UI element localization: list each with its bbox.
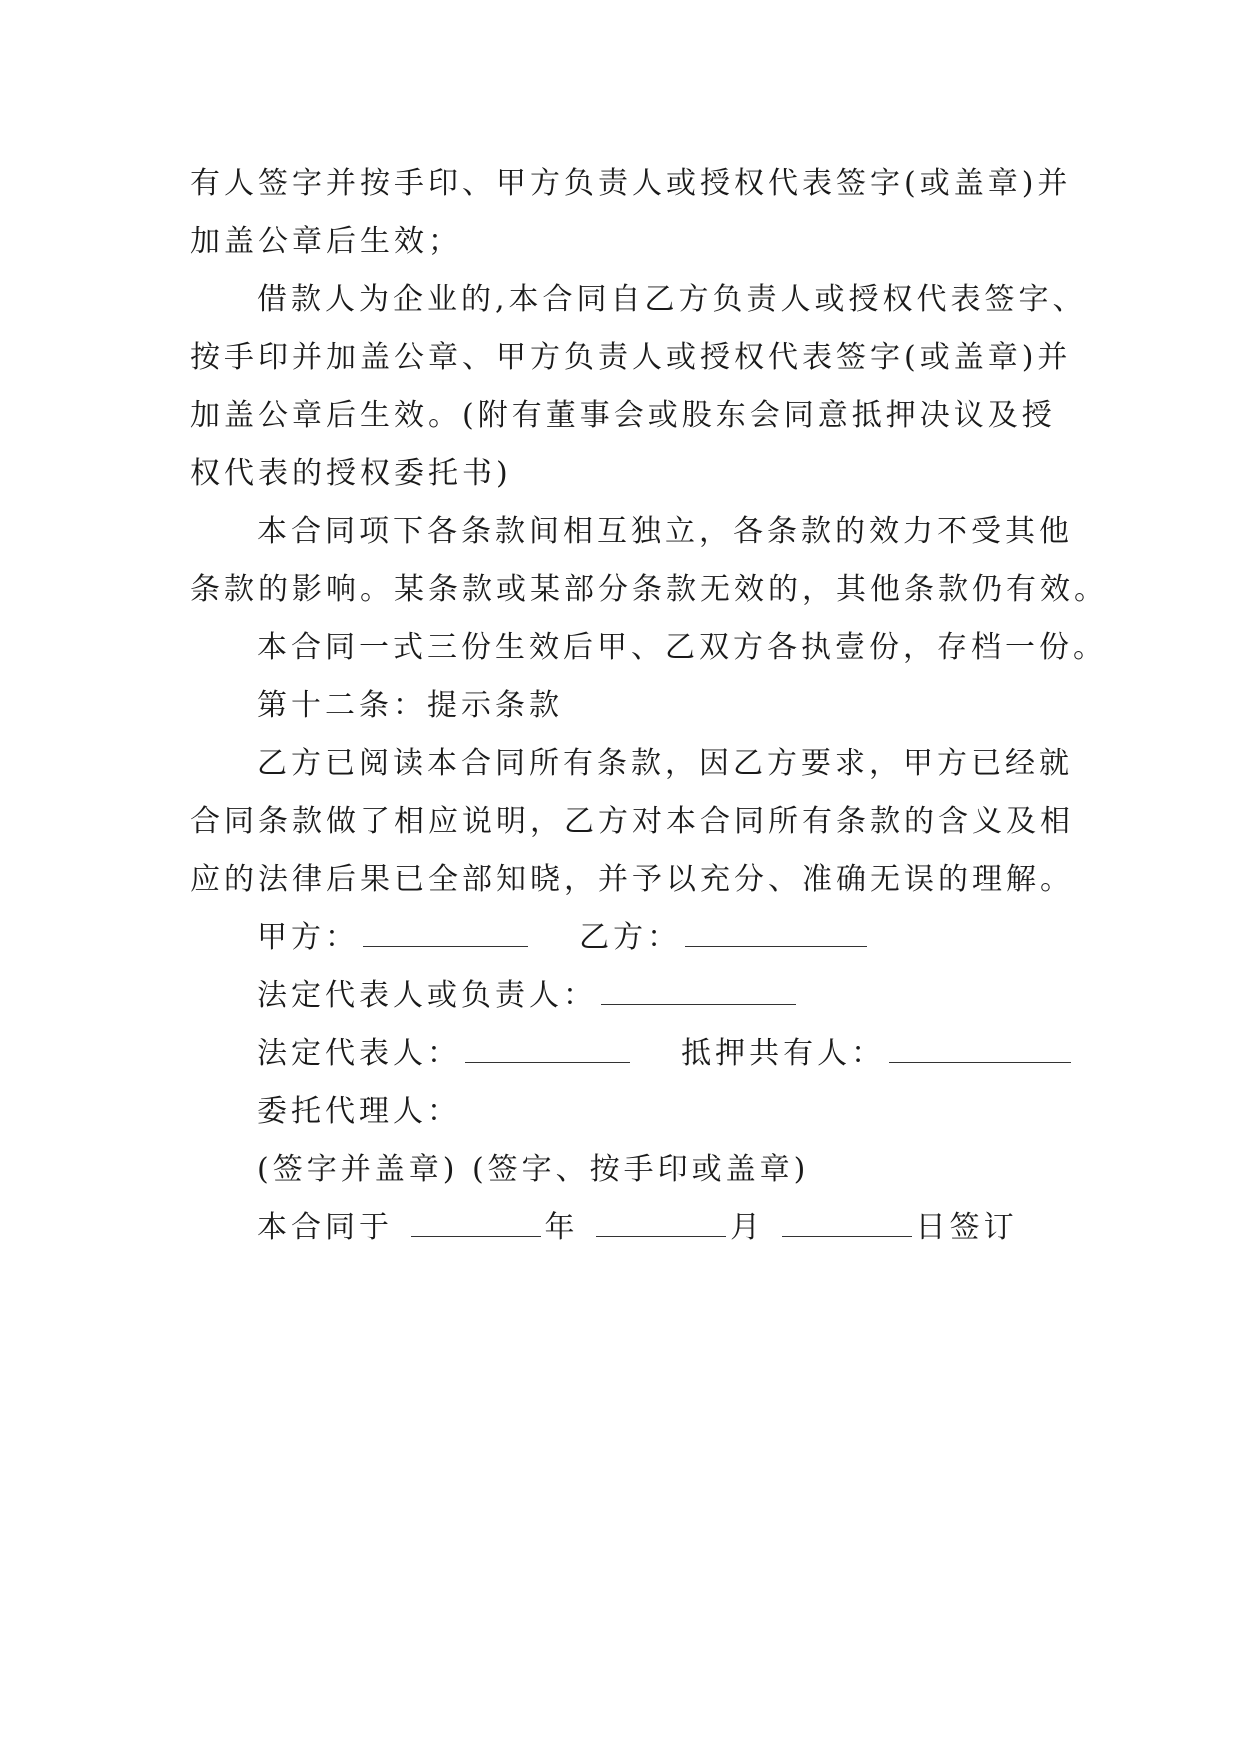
- body-line: 权代表的授权委托书): [190, 456, 512, 491]
- body-line: 借款人为企业的,本合同自乙方负责人或授权代表签字、: [257, 282, 1087, 317]
- day-field[interactable]: [782, 1210, 912, 1237]
- legal-or-responsible-field[interactable]: [601, 978, 796, 1005]
- month-label: 月: [730, 1210, 765, 1245]
- agent-row: [257, 1093, 461, 1131]
- party-a-field[interactable]: [363, 920, 528, 947]
- party-a-label: 甲方：: [257, 920, 359, 955]
- day-label: 日签订: [915, 1210, 1018, 1245]
- body-line: 应的法律后果已全部知晓，并予以充分、准确无误的理解。: [190, 862, 1074, 897]
- body-line: 本合同一式三份生效后甲、乙双方各执壹份，存档一份。: [257, 630, 1107, 665]
- month-field[interactable]: [596, 1210, 726, 1237]
- party-signature-row: [257, 919, 871, 957]
- seal-a-text: (签字并盖章): [257, 1152, 459, 1187]
- co-owner-label: 抵押共有人：: [681, 1036, 886, 1071]
- date-row: [257, 1209, 1018, 1247]
- body-line: 加盖公章后生效。(附有董事会或股东会同意抵押决议及授: [190, 398, 1056, 433]
- year-field[interactable]: [411, 1210, 541, 1237]
- body-line: 加盖公章后生效；: [190, 224, 462, 259]
- body-line: 合同条款做了相应说明，乙方对本合同所有条款的含义及相: [190, 804, 1074, 839]
- legal-rep-field[interactable]: [465, 1036, 630, 1063]
- date-prefix: 本合同于: [257, 1210, 393, 1245]
- legal-or-responsible-row: [257, 977, 800, 1015]
- party-b-field[interactable]: [685, 920, 867, 947]
- body-line: 乙方已阅读本合同所有条款，因乙方要求，甲方已经就: [257, 746, 1073, 781]
- party-b-label: 乙方：: [579, 920, 682, 955]
- seal-row: [257, 1151, 809, 1189]
- year-label: 年: [544, 1210, 579, 1245]
- body-line: 本合同项下各条款间相互独立，各条款的效力不受其他: [257, 514, 1073, 549]
- section-heading: 第十二条：提示条款: [257, 688, 563, 723]
- legal-or-responsible-label: 法定代表人或负责人：: [257, 978, 597, 1013]
- legal-rep-row: [257, 1035, 1075, 1073]
- body-line: 条款的影响。某条款或某部分条款无效的，其他条款仍有效。: [190, 572, 1108, 607]
- co-owner-field[interactable]: [889, 1036, 1071, 1063]
- body-line: 有人签字并按手印、甲方负责人或授权代表签字(或盖章)并: [190, 166, 1072, 201]
- agent-label: 委托代理人：: [257, 1094, 461, 1129]
- body-line: 按手印并加盖公章、甲方负责人或授权代表签字(或盖章)并: [190, 340, 1072, 375]
- legal-rep-label: 法定代表人：: [257, 1036, 461, 1071]
- seal-b-text: (签字、按手印或盖章): [471, 1152, 810, 1187]
